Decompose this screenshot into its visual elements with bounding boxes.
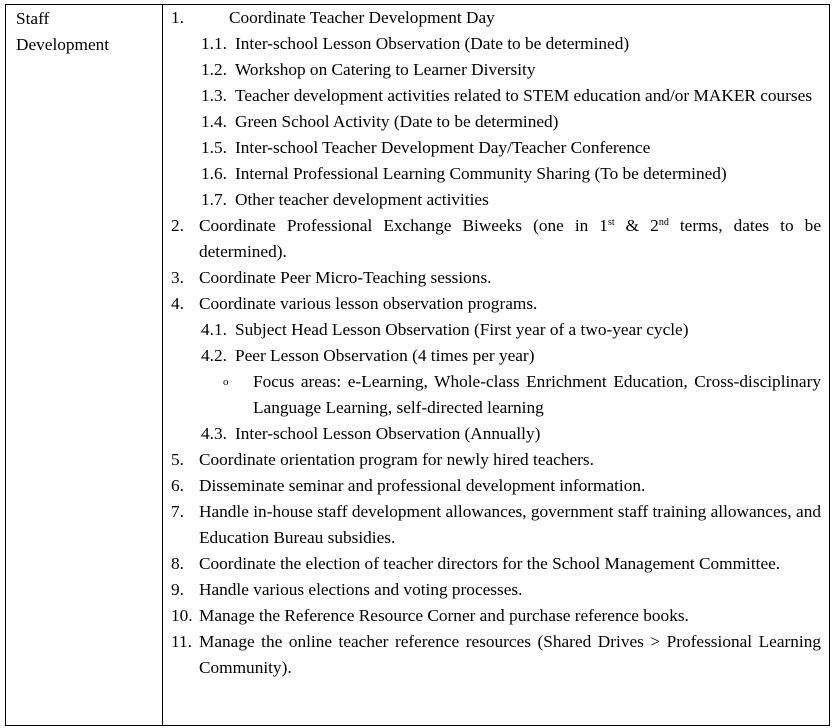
bullet-icon: o <box>223 376 229 388</box>
item-text: Internal Professional Learning Community Sharing (To be determined) <box>235 164 727 183</box>
item-number: 1.7. <box>201 190 227 209</box>
item-number: 2. <box>171 216 184 235</box>
sub-list-item <box>171 187 821 213</box>
sub-list-item <box>171 161 821 187</box>
sub-list-item <box>171 317 821 343</box>
item-number: 9. <box>171 580 184 599</box>
item-number: 7. <box>171 502 184 521</box>
list-item <box>171 447 821 473</box>
item-text: Workshop on Catering to Learner Diversity <box>235 60 536 79</box>
item-number: 1.3. <box>201 86 227 105</box>
item-text: Inter-school Teacher Development Day/Teacher Conference <box>235 138 651 157</box>
sub-list-item <box>171 31 821 57</box>
item-text: Handle in-house staff development allowances, government staff training allowances, and Education Bureau subsidies. <box>199 502 821 547</box>
row-label-cell <box>6 5 163 726</box>
item-text: Disseminate seminar and professional development information. <box>199 476 646 495</box>
item-text: Green School Activity (Date to be determined) <box>235 112 559 131</box>
bullet-item <box>171 369 821 421</box>
item-text: Peer Lesson Observation (4 times per year) <box>235 346 535 365</box>
list-item <box>171 291 821 317</box>
sub-list-item <box>171 57 821 83</box>
item-text-part: terms, dates to be determined). <box>199 216 821 261</box>
item-text-part: Coordinate Professional Exchange Biweeks (one in 1 <box>199 216 608 235</box>
item-text: Coordinate Peer Micro-Teaching sessions. <box>199 268 492 287</box>
item-number: 1.1. <box>201 34 227 53</box>
item-number: 4.3. <box>201 424 227 443</box>
item-number: 10. <box>171 606 193 625</box>
item-number: 5. <box>171 450 184 469</box>
item-text: Coordinate orientation program for newly hired teachers. <box>199 450 594 469</box>
list-item <box>171 603 821 629</box>
item-number: 8. <box>171 554 184 573</box>
list-item <box>171 473 821 499</box>
item-number: 6. <box>171 476 184 495</box>
item-number: 4.1. <box>201 320 227 339</box>
row-label-line2: Development <box>16 35 110 54</box>
item-text: Teacher development activities related to STEM education and/or MAKER courses <box>235 86 813 105</box>
list-item <box>171 629 821 681</box>
item-text: Inter-school Lesson Observation (Date to be determined) <box>235 34 630 53</box>
list-item <box>171 577 821 603</box>
sub-list-item <box>171 135 821 161</box>
item-text-part: & 2 <box>614 216 659 235</box>
superscript-second: nd <box>658 217 669 228</box>
item-text: Coordinate Teacher Development Day <box>229 8 495 27</box>
item-number: 11. <box>171 632 192 651</box>
superscript-first: st <box>607 217 615 228</box>
row-content-cell <box>163 5 830 726</box>
item-text: Manage the online teacher reference resources (Shared Drives > Professional Learning Community). <box>199 632 821 677</box>
item-text: Coordinate the election of teacher directors for the School Management Committee. <box>199 554 781 573</box>
item-text: Handle various elections and voting processes. <box>199 580 523 599</box>
item-number: 1.5. <box>201 138 227 157</box>
row-label-line1: Staff <box>16 9 50 28</box>
sub-list-item <box>171 83 821 109</box>
list-item <box>171 5 821 31</box>
item-text: Other teacher development activities <box>235 190 489 209</box>
item-text: Subject Head Lesson Observation (First year of a two-year cycle) <box>235 320 689 339</box>
item-text <box>199 213 821 265</box>
sub-list-item <box>171 109 821 135</box>
list-item <box>171 551 821 577</box>
duties-table <box>5 4 830 726</box>
list-item <box>171 499 821 551</box>
item-number: 1.4. <box>201 112 227 131</box>
item-number: 4.2. <box>201 346 227 365</box>
item-text: Inter-school Lesson Observation (Annually) <box>235 424 541 443</box>
item-number: 4. <box>171 294 184 313</box>
list-item <box>171 213 821 265</box>
list-item <box>171 265 821 291</box>
item-text: Manage the Reference Resource Corner and purchase reference books. <box>199 606 689 625</box>
item-number: 1.2. <box>201 60 227 79</box>
item-number: 3. <box>171 268 184 287</box>
sub-list-item <box>171 343 821 369</box>
item-text: Coordinate various lesson observation programs. <box>199 294 538 313</box>
item-number: 1.6. <box>201 164 227 183</box>
item-number: 1. <box>171 8 184 27</box>
sub-list-item <box>171 421 821 447</box>
table-row <box>6 5 830 726</box>
item-text: Focus areas: e-Learning, Whole-class Enrichment Education, Cross-disciplinary Language Learning, self-directed learning <box>253 372 821 417</box>
